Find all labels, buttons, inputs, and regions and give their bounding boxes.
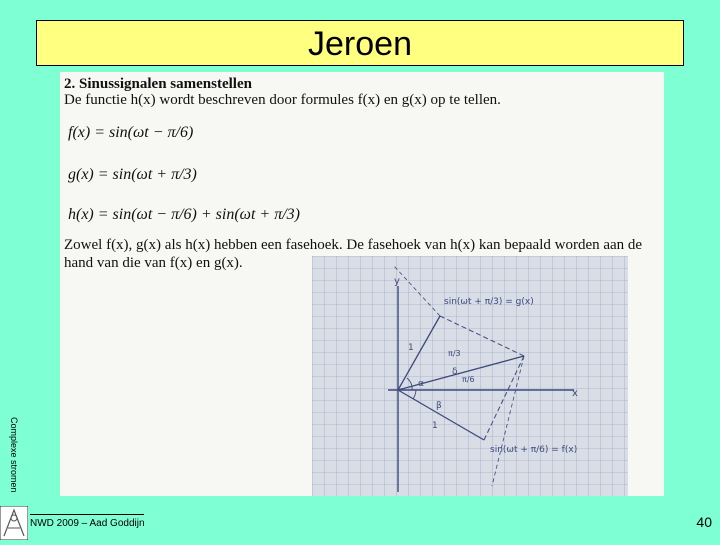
paragraph-text: Zowel f(x), g(x) als h(x) hebben een fasehoek. De fasehoek van h(x) kan bepaald worden aan de hand van die van f(x) en g(x). — [64, 237, 643, 271]
sidebar-label-text: Complexe stromen — [9, 417, 19, 493]
logo — [0, 506, 28, 540]
graph-paper-photo — [312, 256, 628, 496]
label-pi3: π/3 — [448, 349, 461, 358]
slide-title: Jeroen — [308, 25, 412, 63]
slide-title-box — [36, 20, 684, 66]
phasor-diagram — [312, 256, 628, 496]
label-beta: β — [436, 401, 442, 411]
section-heading: 2. Sinussignalen samenstellen — [64, 76, 252, 92]
label-1b: 1 — [432, 421, 438, 431]
formula-g: g(x) = sin(ωt + π/3) — [68, 166, 197, 183]
intro-text: De functie h(x) wordt beschreven door formules f(x) en g(x) op te tellen. — [64, 92, 501, 108]
label-1a: 1 — [408, 343, 414, 353]
logo-icon — [0, 506, 28, 540]
label-alpha: α — [418, 379, 424, 389]
label-g: sin(ωt + π/3) = g(x) — [444, 297, 534, 307]
axis-x-label: x — [572, 388, 578, 399]
label-f: sin(ωt + π/6) = f(x) — [490, 445, 578, 455]
footer-divider — [30, 514, 144, 515]
formula-f: f(x) = sin(ωt − π/6) — [68, 124, 194, 141]
formula-h: h(x) = sin(ωt − π/6) + sin(ωt + π/3) — [68, 206, 301, 223]
page-number: 40 — [696, 514, 712, 530]
footer-text: NWD 2009 – Aad Goddijn — [30, 518, 145, 529]
sidebar-label — [2, 417, 20, 500]
scanned-document — [60, 72, 664, 496]
label-delta: δ — [452, 367, 458, 377]
axis-y-label: y — [394, 276, 400, 287]
label-pi6: π/6 — [462, 375, 475, 384]
